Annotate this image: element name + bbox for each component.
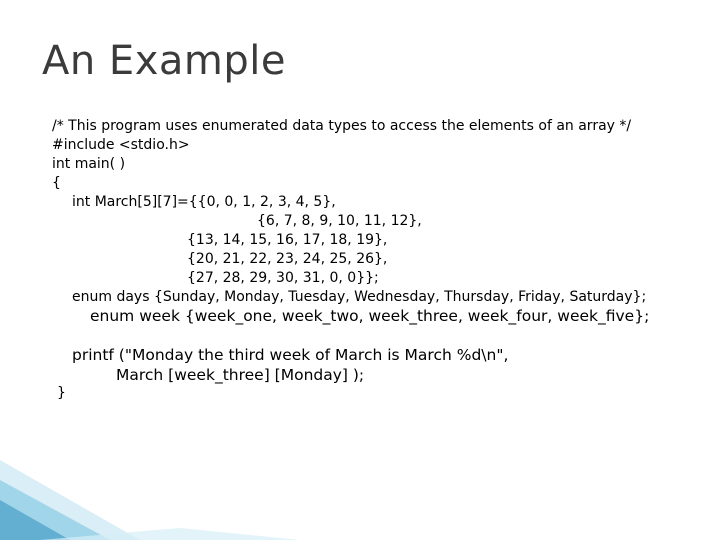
code-line-array-row-2: {6, 7, 8, 9, 10, 11, 12},: [257, 213, 422, 229]
code-line-array-row-3: {13, 14, 15, 16, 17, 18, 19},: [187, 232, 388, 248]
corner-decoration: [0, 440, 300, 540]
code-line-close-brace: }: [57, 385, 66, 401]
code-line-open-brace: {: [52, 175, 61, 191]
code-line-printf-args: March [week_three] [Monday] );: [116, 366, 365, 384]
code-line-array-decl: int March[5][7]={{0, 0, 1, 2, 3, 4, 5},: [72, 194, 336, 210]
code-line-printf: printf ("Monday the third week of March is March %d\n",: [72, 346, 509, 364]
code-line-include: #include <stdio.h>: [52, 137, 190, 153]
code-line-array-row-5: {27, 28, 29, 30, 31, 0, 0}};: [187, 270, 379, 286]
slide-title: An Example: [42, 38, 286, 84]
deco-shape-light: [0, 460, 140, 540]
code-line-comment: /* This program uses enumerated data types to access the elements of an array */: [52, 118, 632, 134]
deco-shape-dark: [0, 500, 70, 540]
deco-shape-band: [40, 528, 300, 540]
code-line-array-row-4: {20, 21, 22, 23, 24, 25, 26},: [187, 251, 388, 267]
code-line-main: int main( ): [52, 156, 126, 172]
deco-shape-mid: [0, 480, 110, 540]
code-line-enum-days: enum days {Sunday, Monday, Tuesday, Wednesday, Thursday, Friday, Saturday};: [72, 289, 647, 305]
code-line-enum-week: enum week {week_one, week_two, week_three, week_four, week_five};: [90, 307, 650, 325]
